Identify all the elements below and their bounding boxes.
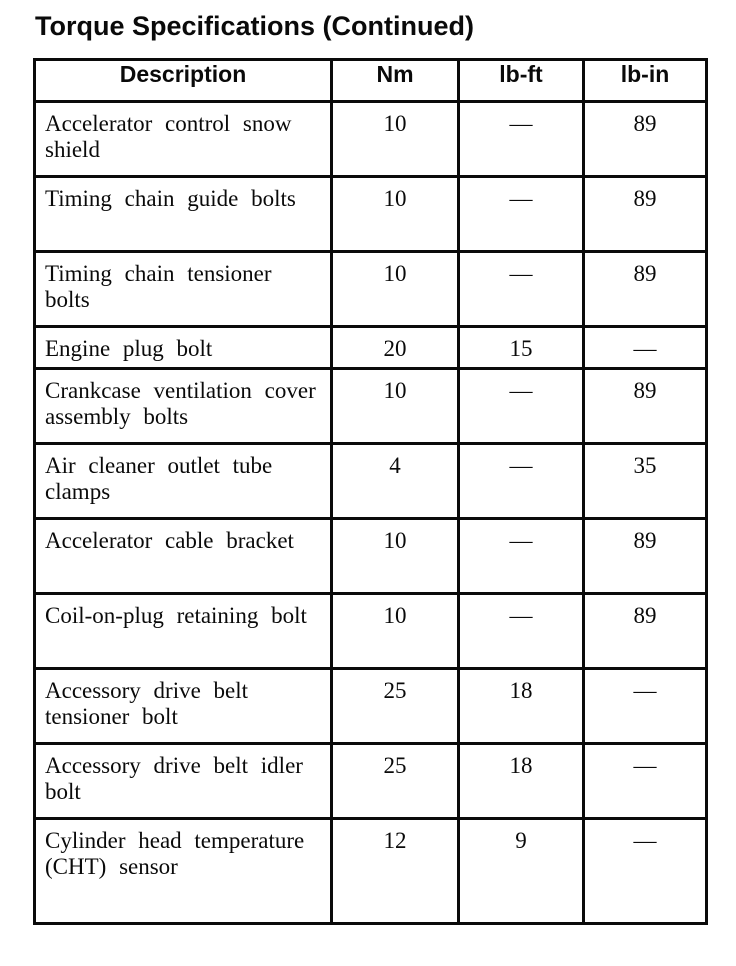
cell-nm: 10 xyxy=(332,369,459,444)
cell-nm: 25 xyxy=(332,669,459,744)
table-row xyxy=(35,519,707,594)
cell-description: Accessory drive belt tensioner bolt xyxy=(35,669,332,744)
cell-lb-in: — xyxy=(584,819,707,924)
cell-description: Accessory drive belt idler bolt xyxy=(35,744,332,819)
cell-lb-ft: 9 xyxy=(459,819,584,924)
torque-spec-table xyxy=(33,58,708,925)
cell-lb-ft: — xyxy=(459,444,584,519)
table-row xyxy=(35,819,707,924)
table-row xyxy=(35,102,707,177)
cell-lb-ft: — xyxy=(459,252,584,327)
table-row xyxy=(35,177,707,252)
cell-lb-ft: — xyxy=(459,369,584,444)
page-title: Torque Specifications (Continued) xyxy=(35,11,475,41)
cell-lb-in: — xyxy=(584,327,707,369)
table-row xyxy=(35,369,707,444)
cell-nm: 10 xyxy=(332,252,459,327)
cell-nm: 12 xyxy=(332,819,459,924)
cell-lb-in: 89 xyxy=(584,369,707,444)
cell-description: Timing chain guide bolts xyxy=(35,177,332,252)
cell-nm: 4 xyxy=(332,444,459,519)
cell-lb-in: 89 xyxy=(584,594,707,669)
cell-lb-in: 89 xyxy=(584,252,707,327)
cell-description: Accelerator cable bracket xyxy=(35,519,332,594)
table-row xyxy=(35,744,707,819)
cell-lb-ft: — xyxy=(459,177,584,252)
table-row xyxy=(35,327,707,369)
cell-lb-ft: — xyxy=(459,594,584,669)
cell-description: Engine plug bolt xyxy=(35,327,332,369)
cell-lb-in: — xyxy=(584,744,707,819)
cell-lb-ft: — xyxy=(459,102,584,177)
cell-nm: 10 xyxy=(332,102,459,177)
cell-lb-in: 35 xyxy=(584,444,707,519)
column-header-lb-in: lb-in xyxy=(584,60,707,102)
cell-nm: 10 xyxy=(332,519,459,594)
cell-description: Timing chain tensioner bolts xyxy=(35,252,332,327)
cell-nm: 10 xyxy=(332,594,459,669)
cell-lb-ft: 15 xyxy=(459,327,584,369)
table-row xyxy=(35,252,707,327)
cell-lb-ft: — xyxy=(459,519,584,594)
column-header-nm: Nm xyxy=(332,60,459,102)
cell-description: Coil-on-plug retaining bolt xyxy=(35,594,332,669)
table-header-row xyxy=(35,60,707,102)
column-header-lb-ft: lb-ft xyxy=(459,60,584,102)
cell-nm: 10 xyxy=(332,177,459,252)
cell-description: Accelerator control snow shield xyxy=(35,102,332,177)
column-header-description: Description xyxy=(35,60,332,102)
cell-description: Cylinder head temperature (CHT) sensor xyxy=(35,819,332,924)
table-row xyxy=(35,444,707,519)
cell-lb-in: 89 xyxy=(584,519,707,594)
cell-description: Crankcase ventilation cover assembly bolts xyxy=(35,369,332,444)
cell-description: Air cleaner outlet tube clamps xyxy=(35,444,332,519)
cell-nm: 25 xyxy=(332,744,459,819)
cell-lb-in: 89 xyxy=(584,102,707,177)
table-row xyxy=(35,594,707,669)
cell-nm: 20 xyxy=(332,327,459,369)
cell-lb-ft: 18 xyxy=(459,744,584,819)
cell-lb-in: 89 xyxy=(584,177,707,252)
table-row xyxy=(35,669,707,744)
cell-lb-in: — xyxy=(584,669,707,744)
cell-lb-ft: 18 xyxy=(459,669,584,744)
